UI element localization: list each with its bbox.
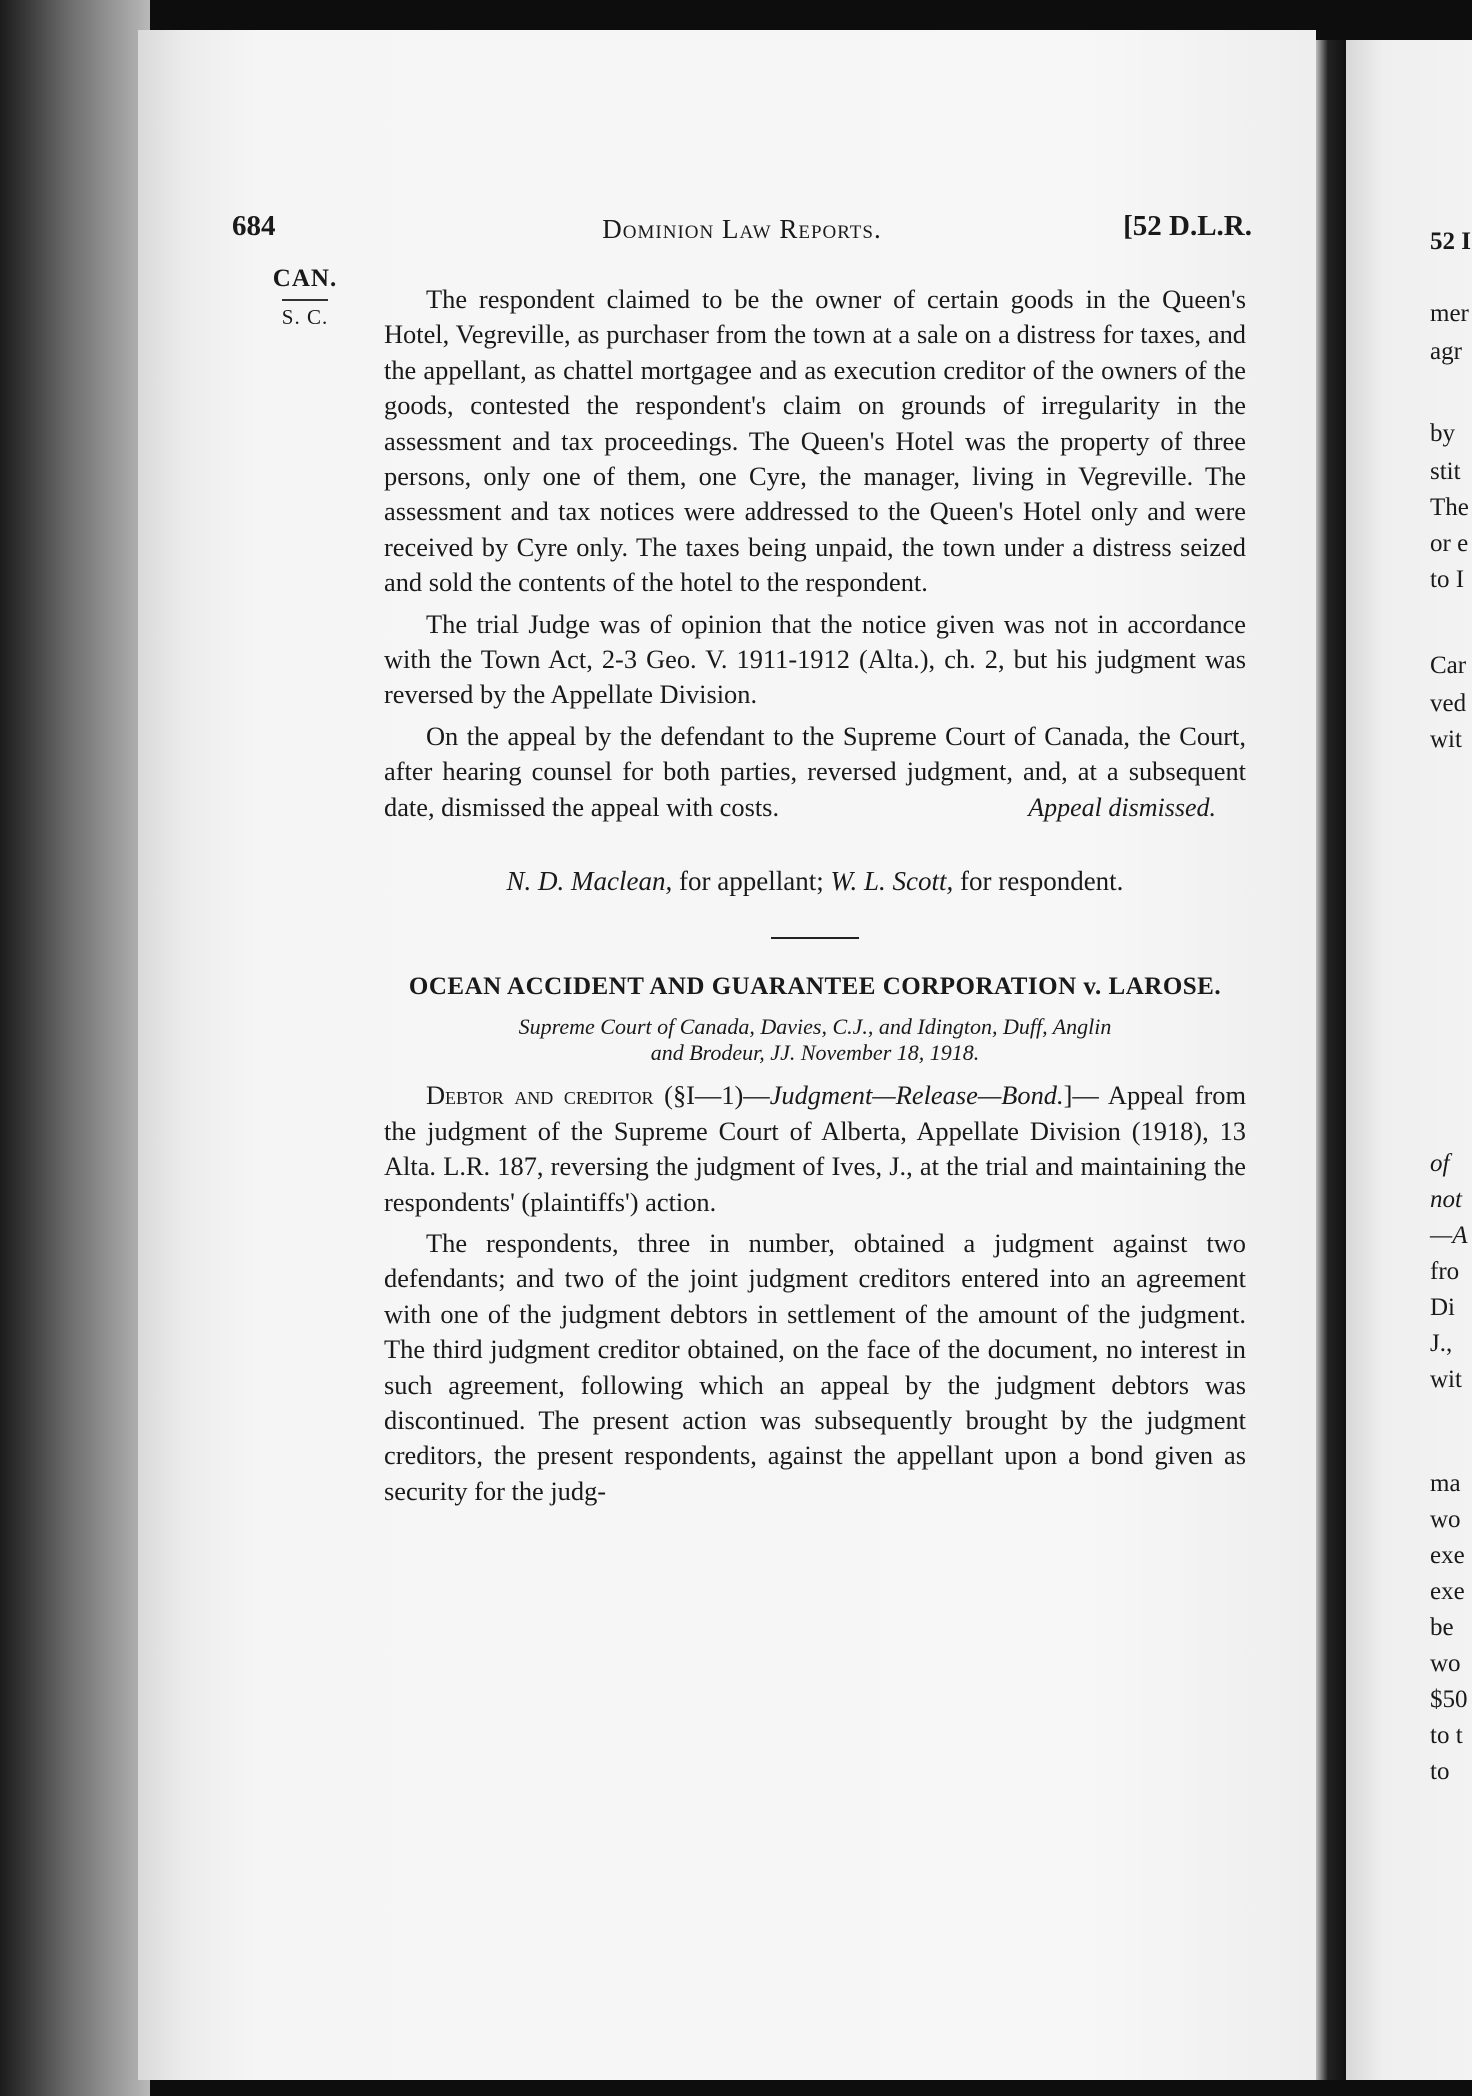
margin-bench: S. C. xyxy=(281,305,329,329)
facing-fragment: Car xyxy=(1430,652,1467,679)
facing-fragment: to t xyxy=(1430,1722,1463,1749)
facing-fragment: not xyxy=(1430,1186,1462,1213)
facing-fragment: The xyxy=(1430,494,1469,521)
case-title: OCEAN ACCIDENT AND GUARANTEE CORPORATION v. LAROSE. xyxy=(408,972,1222,1000)
facing-fragment: wit xyxy=(1430,1366,1462,1393)
case1-paragraph-1: The respondent claimed to be the owner of certain goods in the Queen's Hotel, Vegreville, as purchaser from the town at a sale on a distress for taxes, and the appellant, as chattel mortgagee and as execution creditor of the owners of the goods, contested the respondent's claim on grounds of irregularity in the assessment and tax proceedings. The Queen's Hotel was the property of three persons, only one of them, one Cyre, the manager, living in Vegreville. The assessment and tax notices were addressed to the Queen's Hotel only and were received by Cyre only. The taxes being unpaid, the town under a distress seized and sold the contents of the hotel to the respondent. xyxy=(384,284,1246,598)
headnote-keywords: Judgment—Release—Bond. xyxy=(769,1080,1064,1111)
facing-fragment: to I xyxy=(1430,566,1465,593)
facing-fragment: fro xyxy=(1430,1258,1460,1285)
facing-fragment: stit xyxy=(1430,458,1461,485)
margin-court: CAN. xyxy=(272,265,338,292)
facing-fragment: mer xyxy=(1430,300,1469,327)
headnote-subject: Debtor and creditor xyxy=(426,1080,654,1111)
facing-fragment: agr xyxy=(1430,338,1462,365)
court-line-1: Supreme Court of Canada, Davies, C.J., and Idington, Duff, Anglin xyxy=(518,1014,1112,1040)
volume-reference: [52 D.L.R. xyxy=(1123,210,1252,242)
respondent-role: for respondent. xyxy=(953,865,1124,896)
counsel-line xyxy=(384,864,1246,899)
headnote-text: ]— Appeal from the judgment of the Supreme Court of Alberta, Appellate Division (1918), 13 Alta. L.R. 187, reversing the judgment of Ives, J., at the trial and maintaining the respondents' (plaintiffs') action. xyxy=(384,1080,1246,1217)
facing-fragment: by xyxy=(1430,420,1455,447)
case1-paragraph-3: On the appeal by the defendant to the Supreme Court of Canada, the Court, after hearing counsel for both parties, reversed judgment, and, at a subsequent date, dismissed the appeal with costs. xyxy=(384,720,1246,822)
margin-rule xyxy=(282,299,328,301)
facing-fragment: or e xyxy=(1430,530,1469,557)
facing-fragment: of xyxy=(1430,1150,1450,1177)
case2-paragraph: The respondents, three in number, obtained a judgment against two defendants; and two of the joint judgment creditors entered into an agreement with one of the judgment debtors in settlement of the amount of the judgment. The third judgment creditor obtained, on the face of the document, no interest in such agreement, following which an appeal by the judgment debtors was discontinued. The present action was subsequently brought by the judgment creditors, the present respondents, against the appellant upon a bond given as security for the judg- xyxy=(384,1227,1246,1506)
book-gutter xyxy=(1316,40,1346,2080)
facing-fragment: $50 xyxy=(1430,1686,1468,1713)
headnote-section: (§I—1)— xyxy=(653,1080,770,1111)
appellant-counsel: N. D. Maclean, xyxy=(506,865,673,896)
page-header xyxy=(232,200,1252,250)
facing-fragment: ved xyxy=(1430,690,1467,717)
facing-fragment: wo xyxy=(1430,1506,1461,1533)
facing-fragment: J., xyxy=(1430,1330,1453,1357)
margin-note xyxy=(270,265,340,330)
facing-fragment: wo xyxy=(1430,1650,1461,1677)
respondent-counsel: W. L. Scott, xyxy=(830,865,954,896)
page-number: 684 xyxy=(232,210,276,242)
appellant-role: for appellant; xyxy=(672,865,831,896)
facing-fragment: Di xyxy=(1430,1294,1455,1321)
court-line-2: and Brodeur, JJ. November 18, 1918. xyxy=(650,1040,980,1066)
facing-fragment: be xyxy=(1430,1614,1454,1641)
facing-fragment: ma xyxy=(1430,1470,1461,1497)
facing-fragment: —A xyxy=(1430,1222,1468,1249)
facing-fragment: exe xyxy=(1430,1578,1465,1605)
facing-fragment: wit xyxy=(1430,726,1462,753)
facing-fragment: to xyxy=(1430,1758,1450,1785)
case-divider xyxy=(771,937,859,939)
case1-paragraph-2: The trial Judge was of opinion that the notice given was not in accordance with the Town Act, 2-3 Geo. V. 1911-1912 (Alta.), ch. 2, but his judgment was reversed by the Appellate Division. xyxy=(384,608,1246,710)
page-body xyxy=(384,282,1246,1509)
disposition: Appeal dismissed. xyxy=(1028,793,1216,823)
headnote xyxy=(384,1078,1246,1220)
running-title: Dominion Law Reports. xyxy=(602,214,882,244)
facing-fragment: exe xyxy=(1430,1542,1465,1569)
facing-fragment: 52 I xyxy=(1430,228,1471,255)
book-spine xyxy=(0,0,150,2096)
